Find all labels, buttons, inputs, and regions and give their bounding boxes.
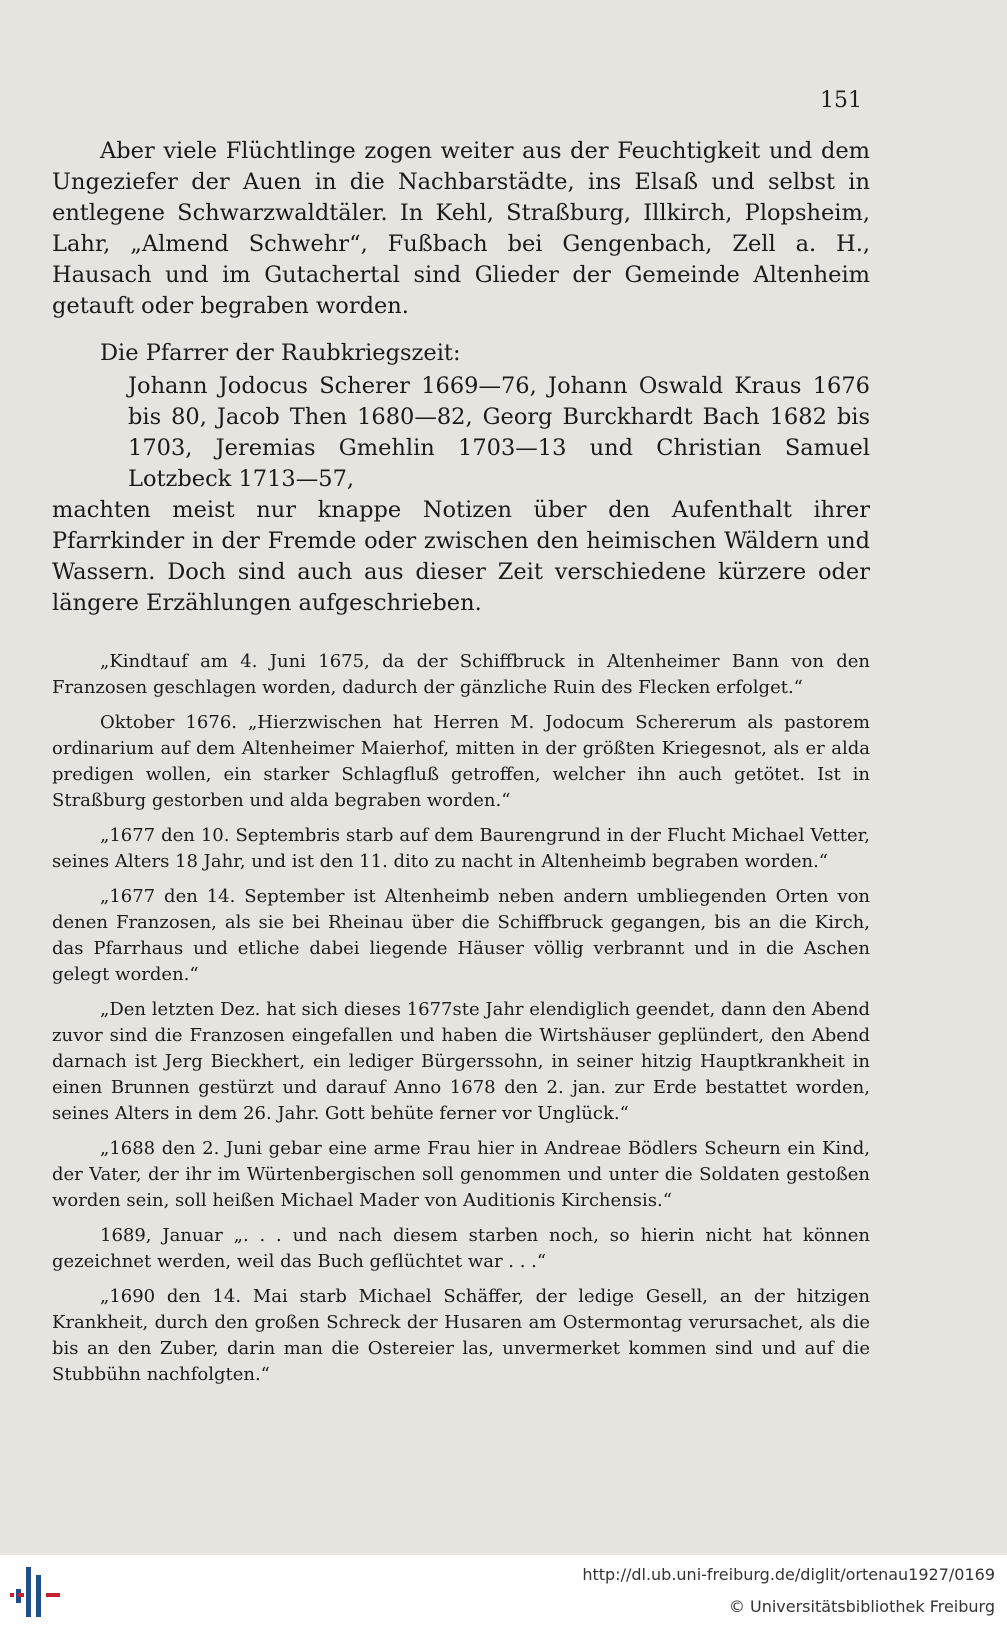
paragraph-notes: machten meist nur knappe Notizen über den Aufenthalt ihrer Pfarrkinder in der Fremde oder zwischen den heimischen Wäldern und Wassern. Doch sind auch aus dieser Zeit verschiedene kürzere oder längere Erzählungen aufgeschrieben. (52, 497, 870, 616)
quotes-section (52, 649, 870, 1397)
paragraph-pastors-list: Johann Jodocus Scherer 1669—76, Johann Oswald Kraus 1676 bis 80, Jacob Then 1680—82, Georg Burckhardt Bach 1682 bis 1703, Jeremias Gmehlin 1703—13 und Christian Samuel Lotzbeck 1713—57, (128, 373, 870, 492)
footer-url-link[interactable]: http://dl.ub.uni-freiburg.de/diglit/ortenau1927/0169 (582, 1565, 995, 1584)
quote-1689: 1689, Januar „. . . und nach diesem starben noch, so hierin nicht hat können gezeichnet werden, weil das Buch geflüchtet war . . .“ (52, 1225, 870, 1272)
quote-1690: „1690 den 14. Mai starb Michael Schäffer, der ledige Gesell, an der hitzigen Krankheit, durch den großen Schreck der Husaren am Ostermontag verursachet, als die bis an den Zuber, darin man die Ostereier las, unvermerket kommen sind und auf die Stubbühn nachfolgten.“ (52, 1286, 870, 1385)
quote-1677-september-14: „1677 den 14. September ist Altenheimb neben andern umbliegenden Orten von denen Franzosen, als sie bei Rheinau über die Schiffbruck gegangen, bis an die Kirch, das Pfarrhaus und etliche dabei liegende Häuser völlig verbrannt und in die Aschen gelegt worden.“ (52, 886, 870, 985)
quote-1677-september-10: „1677 den 10. Septembris starb auf dem Baurengrund in der Flucht Michael Vetter, seines Alters 18 Jahr, und ist den 11. dito zu nacht in Altenheimb begraben worden.“ (52, 825, 870, 872)
quote-1688: „1688 den 2. Juni gebar eine arme Frau hier in Andreae Bödlers Scheurn ein Kind, der Vater, der ihr im Würtenbergischen soll genommen und unter die Soldaten gestoßen worden sein, soll heißen Michael Mader von Auditionis Kirchensis.“ (52, 1138, 870, 1211)
quote-1677-december: „Den letzten Dez. hat sich dieses 1677ste Jahr elendiglich geendet, dann den Abend zuvor sind die Franzosen eingefallen und haben die Wirtshäuser geplündert, den Abend darnach ist Jerg Bieckhert, ein lediger Bürgerssohn, in seiner hitzig Hauptkrankheit in einen Brunnen gestürzt und darauf Anno 1678 den 2. jan. zur Erde bestattet worden, seines Alters in dem 26. Jahr. Gott behüte ferner vor Unglück.“ (52, 999, 870, 1124)
footer-copyright: © Universitätsbibliothek Freiburg (728, 1597, 995, 1616)
paragraph-pastors-heading: Die Pfarrer der Raubkriegszeit: (100, 340, 461, 366)
page-number: 151 (820, 88, 862, 113)
paragraph-refugees: Aber viele Flüchtlinge zogen weiter aus der Feuchtigkeit und dem Ungeziefer der Auen in die Nachbarstädte, ins Elsaß und selbst in entlegene Schwarzwaldtäler. In Kehl, Straßburg, Illkirch, Plopsheim, Lahr, „Almend Schwehr“, Fußbach bei Gengenbach, Zell a. H., Hausach und im Gutachertal sind Glieder der Gemeinde Altenheim getauft oder begraben worden. (52, 138, 870, 319)
footer (0, 1555, 1007, 1625)
ub-freiburg-logo-icon (8, 1563, 68, 1621)
quote-1675: „Kindtauf am 4. Juni 1675, da der Schiffbruck in Altenheimer Bann von den Franzosen geschlagen worden, dadurch der gänzliche Ruin des Flecken erfolget.“ (52, 651, 870, 698)
quote-1676: Oktober 1676. „Hierzwischen hat Herren M. Jodocum Schererum als pastorem ordinarium auf dem Altenheimer Maierhof, mitten in der größten Kriegesnot, als er alda predigen wollen, ein starker Schlagfluß getroffen, welcher ihn auch getötet. Ist in Straßburg gestorben und alda begraben worden.“ (52, 712, 870, 811)
main-text (52, 136, 870, 619)
